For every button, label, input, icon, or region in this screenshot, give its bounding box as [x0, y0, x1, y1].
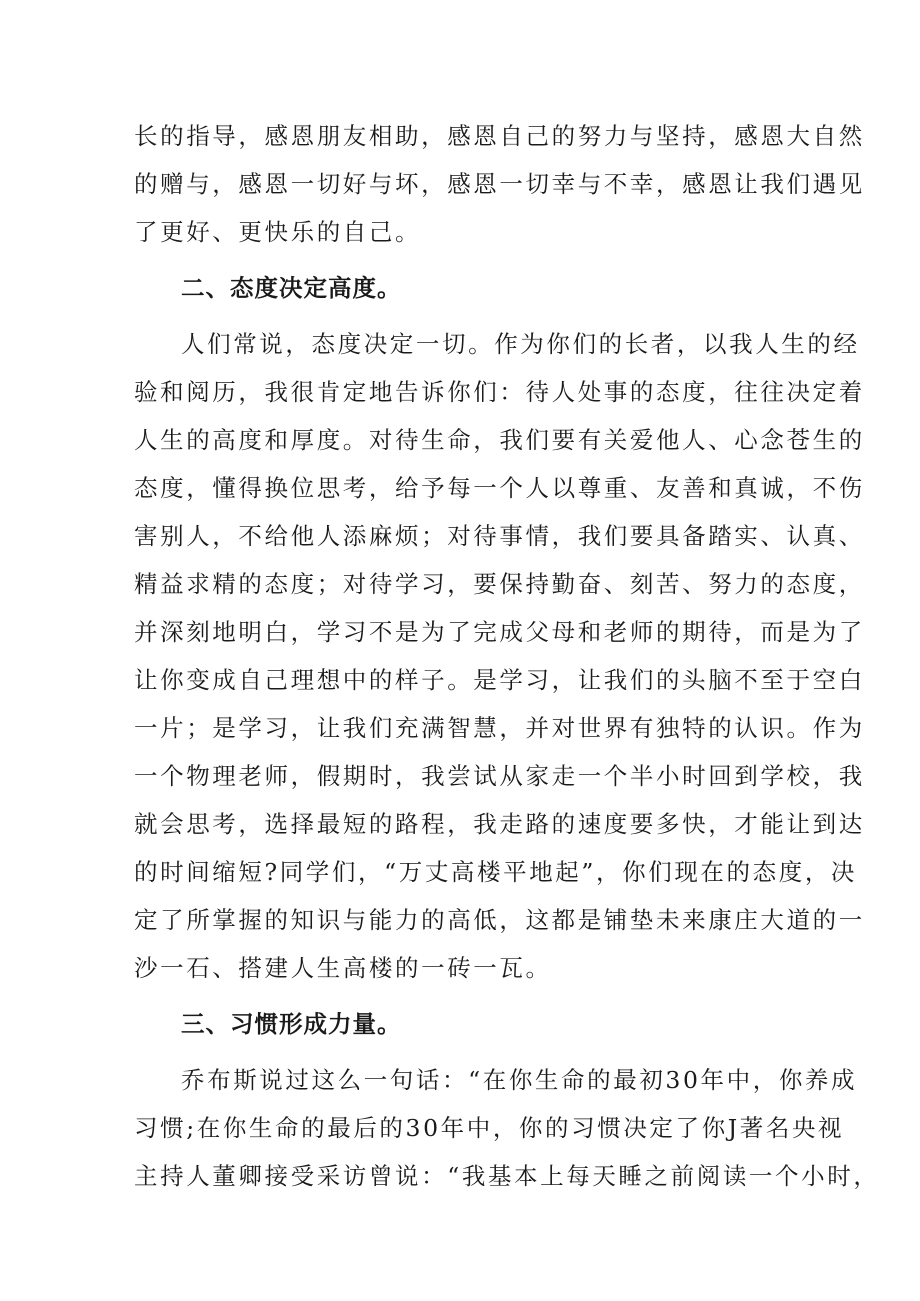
text-line: 一片；是学习，让我们充满智慧，并对世界有独特的认识。作为 — [134, 714, 865, 742]
text-line: 精益求精的态度；对待学习，要保持勤奋、刻苦、努力的态度， — [134, 570, 865, 598]
text-line: 人们常说，态度决定一切。作为你们的长者，以我人生的经 — [181, 330, 860, 358]
text-line: 习惯;在你生命的最后的30年中，你的习惯决定了你J著名央视 — [134, 1114, 845, 1142]
text-line: 态度，懂得换位思考，给予每一个人以尊重、友善和真诚，不伤 — [134, 474, 865, 502]
document-body — [134, 112, 880, 1200]
text-line: 乔布斯说过这么一句话：“在你生命的最初30年中，你养成 — [181, 1066, 858, 1094]
text-line: 害别人，不给他人添麻烦；对待事情，我们要具备踏实、认真、 — [134, 522, 865, 550]
text-line: 一个物理老师，假期时，我尝试从家走一个半小时回到学校，我 — [134, 762, 865, 790]
paragraph-habits — [134, 1056, 880, 1200]
section-heading-attitude: 二、态度决定高度。 — [181, 274, 402, 302]
text-line: 并深刻地明白，学习不是为了完成父母和老师的期待，而是为了 — [134, 618, 865, 646]
text-line: 长的指导，感恩朋友相助，感恩自己的努力与坚持，感恩大自然 — [134, 122, 865, 150]
text-line: 了更好、更快乐的自己。 — [134, 218, 422, 246]
text-line: 让你变成自己理想中的样子。是学习，让我们的头脑不至于空白 — [134, 666, 865, 694]
text-line: 定了所掌握的知识与能力的高低，这都是铺垫未来康庄大道的一 — [134, 906, 865, 934]
text-line: 的赠与，感恩一切好与坏，感恩一切幸与不幸，感恩让我们遇见 — [134, 170, 865, 198]
text-line: 就会思考，选择最短的路程，我走路的速度要多快，才能让到达 — [134, 810, 865, 838]
text-line: 的时间缩短?同学们，“万丈高楼平地起”，你们现在的态度，决 — [134, 858, 858, 886]
text-line: 验和阅历，我很肯定地告诉你们：待人处事的态度，往往决定着 — [134, 378, 865, 406]
text-line: 沙一石、搭建人生高楼的一砖一瓦。 — [134, 954, 552, 982]
section-heading-habits: 三、习惯形成力量。 — [181, 1010, 402, 1038]
paragraph-gratitude — [134, 112, 865, 256]
text-line: 人生的高度和厚度。对待生命，我们要有关爱他人、心念苍生的 — [134, 426, 865, 454]
text-line: 主持人董卿接受采访曾说：“我基本上每天睡之前阅读一个小时， — [134, 1162, 880, 1190]
paragraph-attitude — [134, 320, 865, 992]
